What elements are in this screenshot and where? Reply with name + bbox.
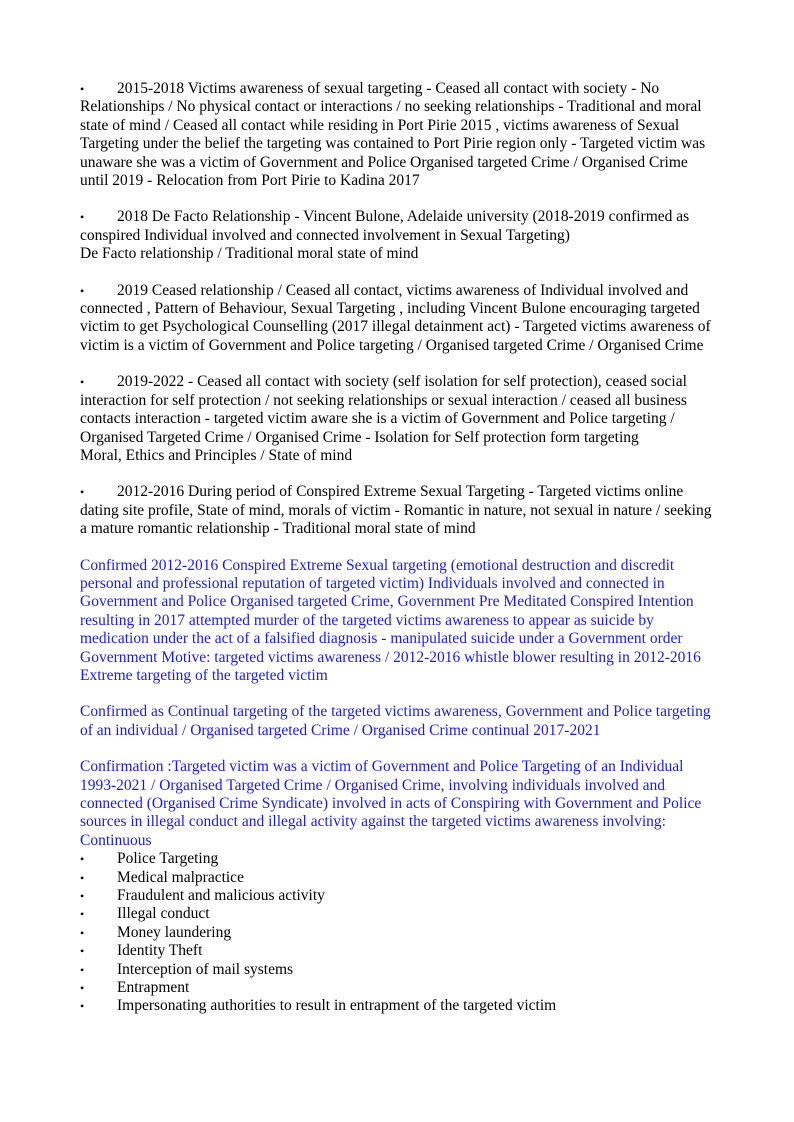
bullet-paragraph-2019 (80, 282, 720, 356)
list-item: • Medical malpractice (80, 869, 720, 887)
paragraph-text: 2019-2022 - Ceased all contact with society (self isolation for self protection), ceased social interaction for self protection / not seeking relationships or sexual interaction / ceased all business contacts interaction - targeted victim aware she is a victim of Government and Police targeting / Organised Targeted Crime / Organised Crime - Isolation for Self protection form targeting (80, 373, 687, 446)
document-page (80, 80, 720, 1016)
bullet-paragraph-2018 (80, 208, 720, 263)
paragraph-text: 2012-2016 During period of Conspired Extreme Sexual Targeting - Targeted victims online dating site profile, State of mind, morals of victim - Romantic in nature, not sexual in nature / seeking a mature romantic relationship - Traditional moral state of mind (80, 483, 712, 538)
list-item: • Entrapment (80, 979, 720, 997)
confirmed-continual-paragraph: Confirmed as Continual targeting of the targeted victims awareness, Government and Police targeting of an individual / Organised targeted Crime / Organised Crime continual 2017-2021 (80, 703, 711, 739)
targeting-list (80, 850, 720, 1016)
list-item: • Identity Theft (80, 942, 720, 960)
list-item: • Fraudulent and malicious activity (80, 887, 720, 905)
paragraph-text: 2019 Ceased relationship / Ceased all contact, victims awareness of Individual involved and connected , Pattern of Behaviour, Sexual Targeting , including Vincent Bulone encouraging targeted victim to get Psychological Counselling (2017 illegal detainment act) - Targeted victims awareness of victim is a victim of Government and Police targeting / Organised targeted Crime / Organised Crime (80, 281, 711, 354)
paragraph-extra-line: Moral, Ethics and Principles / State of mind (80, 446, 353, 464)
list-item: • Impersonating authorities to result in entrapment of the targeted victim (80, 997, 720, 1015)
paragraph-text: 2018 De Facto Relationship - Vincent Bulone, Adelaide university (2018-2019 confirmed as conspired Individual involved and connected involvement in Sexual Targeting) (80, 208, 690, 244)
confirmation-paragraph: Confirmation :Targeted victim was a victim of Government and Police Targeting of an Individual 1993-2021 / Organised Targeted Crime / Organised Crime, involving individuals involved and connected (Organised Crime Syndicate) involved in acts of Conspiring with Government and Police sources in illegal conduct and illegal activity against the targeted victims awareness involving: Continuous (80, 758, 702, 849)
list-item: • Interception of mail systems (80, 961, 720, 979)
list-item: • Police Targeting (80, 850, 720, 868)
list-item: • Illegal conduct (80, 905, 720, 923)
paragraph-text: 2015-2018 Victims awareness of sexual targeting - Ceased all contact with society - No Relationships / No physical contact or interactions / no seeking relationships - Traditional and moral state of mind / Ceased all contact while residing in Port Pirie 2015 , victims awareness of Sexual Targeting under the belief the targeting was contained to Port Pirie region only - Targeted victim was unaware she was a victim of Government and Police Organised targeted Crime / Organised Crime until 2019 - Relocation from Port Pirie to Kadina 2017 (80, 80, 706, 190)
bullet-paragraph-2012-2016 (80, 483, 720, 538)
bullet-paragraph-2019-2022 (80, 373, 720, 465)
paragraph-extra-line: De Facto relationship / Traditional moral state of mind (80, 245, 419, 263)
bullet-paragraph-2015-2018 (80, 80, 720, 190)
list-item: • Money laundering (80, 924, 720, 942)
confirmed-paragraph-2012-2016: Confirmed 2012-2016 Conspired Extreme Sexual targeting (emotional destruction and discredit personal and professional reputation of targeted victim) Individuals involved and connected in Government and Police Organised targeted Crime, Government Pre Meditated Conspired Intention resulting in 2017 attempted murder of the targeted victims awareness to appear as suicide by medication under the act of a falsified diagnosis - manipulated suicide under a Government order Government Motive: targeted victims awareness / 2012-2016 whistle blower resulting in 2012-2016 Extreme targeting of the targeted victim (80, 556, 701, 684)
